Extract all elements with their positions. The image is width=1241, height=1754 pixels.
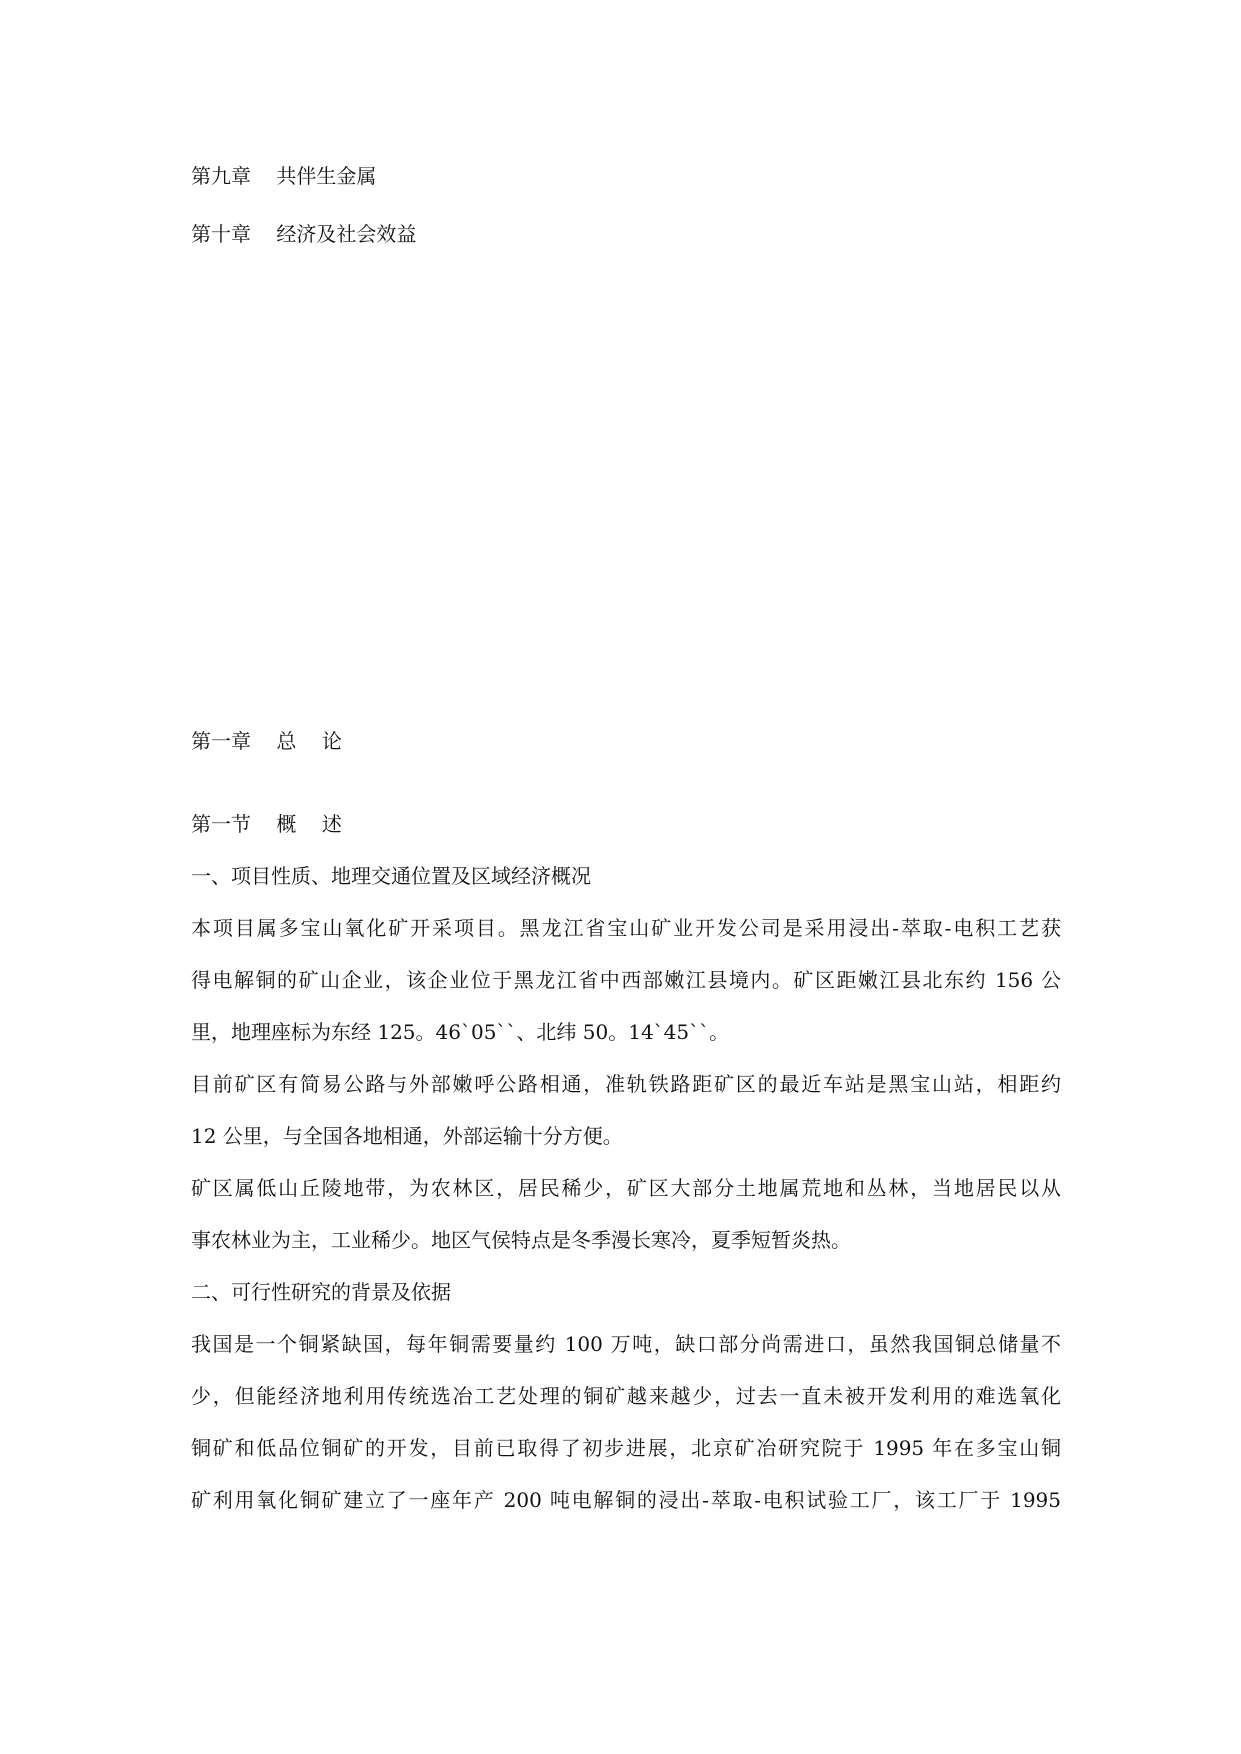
paragraph-line: 矿利用氧化铜矿建立了一座年产 200 吨电解铜的浸出-萃取-电积试验工厂，该工厂于 1995 xyxy=(191,1488,1061,1512)
paragraph-line: 矿区属低山丘陵地带，为农林区，居民稀少，矿区大部分土地属荒地和丛林，当地居民以从 xyxy=(191,1176,1061,1200)
paragraph-line: 12 公里，与全国各地相通，外部运输十分方便。 xyxy=(191,1124,623,1148)
paragraph-line: 铜矿和低品位铜矿的开发，目前已取得了初步进展，北京矿冶研究院于 1995 年在多宝山铜 xyxy=(191,1436,1061,1460)
chapter-title: 第一章 总 论 xyxy=(191,729,342,753)
paragraph-line: 少，但能经济地利用传统选冶工艺处理的铜矿越来越少，过去一直未被开发利用的难选氧化 xyxy=(191,1384,1061,1408)
paragraph-line: 目前矿区有简易公路与外部嫩呼公路相通，准轨铁路距矿区的最近车站是黑宝山站，相距约 xyxy=(191,1072,1061,1096)
section-title: 第一节 概 述 xyxy=(191,812,342,836)
toc-chapter-9: 第九章 共伴生金属 xyxy=(191,164,377,188)
paragraph-line: 本项目属多宝山氧化矿开采项目。黑龙江省宝山矿业开发公司是采用浸出-萃取-电积工艺获 xyxy=(191,916,1061,940)
toc-chapter-10: 第十章 经济及社会效益 xyxy=(191,222,417,246)
paragraph-line: 得电解铜的矿山企业，该企业位于黑龙江省中西部嫩江县境内。矿区距嫩江县北东约 156 公 xyxy=(191,968,1061,992)
subheading-1: 一、项目性质、地理交通位置及区域经济概况 xyxy=(191,864,591,888)
paragraph-line: 我国是一个铜紧缺国，每年铜需要量约 100 万吨，缺口部分尚需进口，虽然我国铜总储量不 xyxy=(191,1332,1061,1356)
paragraph-line: 里，地理座标为东经 125。46`05``、北纬 50。14`45``。 xyxy=(191,1020,730,1044)
paragraph-line: 事农林业为主，工业稀少。地区气侯特点是冬季漫长寒冷，夏季短暂炎热。 xyxy=(191,1228,851,1252)
subheading-2: 二、可行性研究的背景及依据 xyxy=(191,1280,451,1304)
